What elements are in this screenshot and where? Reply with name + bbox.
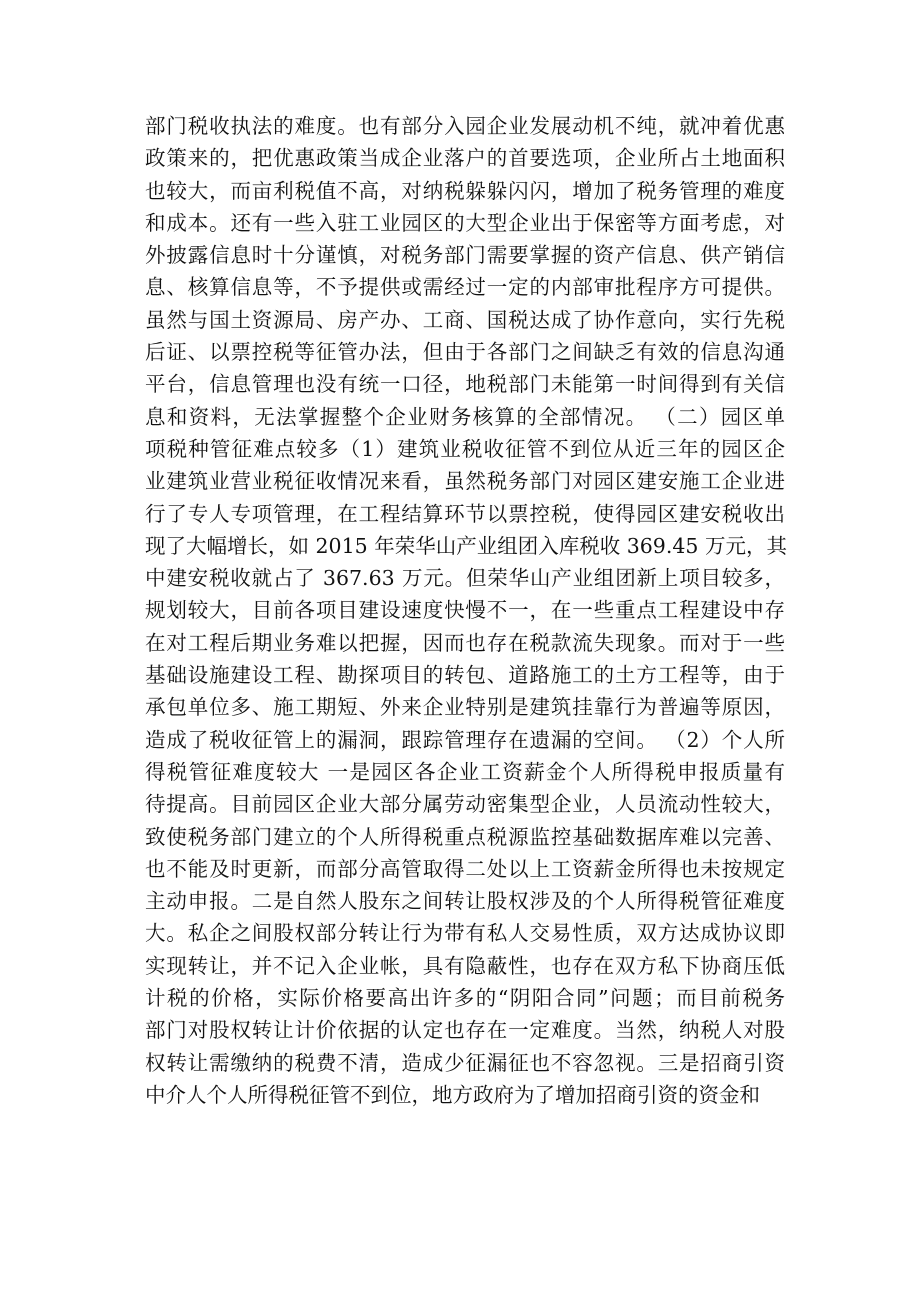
text-line: 也较大，而亩利税值不高，对纳税躲躲闪闪，增加了税务管理的难度 xyxy=(145,178,785,203)
text-line: 规划较大，目前各项目建设速度快慢不一，在一些重点工程建设中存 xyxy=(145,598,785,623)
text-line: 中介人个人所得税征管不到位，地方政府为了增加招商引资的资金和 xyxy=(145,1082,760,1107)
text-line: 现了大幅增长，如 2015 年荣华山产业组团入库税收 369.45 万元，其 xyxy=(145,533,787,558)
text-line: 平台，信息管理也没有统一口径，地税部门未能第一时间得到有关信 xyxy=(145,372,785,397)
text-line: 和成本。还有一些入驻工业园区的大型企业出于保密等方面考虑，对 xyxy=(145,210,785,235)
text-line: 得税管征难度较大 一是园区各企业工资薪金个人所得税申报质量有 xyxy=(145,759,785,784)
text-line: 虽然与国土资源局、房产办、工商、国税达成了协作意向，实行先税 xyxy=(145,307,785,332)
text-line: 权转让需缴纳的税费不清，造成少征漏征也不容忽视。三是招商引资 xyxy=(145,1050,785,1075)
text-line: 后证、以票控税等征管办法，但由于各部门之间缺乏有效的信息沟通 xyxy=(145,340,785,365)
text-line: 造成了税收征管上的漏洞，跟踪管理存在遗漏的空间。 （2）个人所 xyxy=(145,727,785,752)
text-line: 致使税务部门建立的个人所得税重点税源监控基础数据库难以完善、 xyxy=(145,824,785,849)
text-line: 息、核算信息等，不予提供或需经过一定的内部审批程序方可提供。 xyxy=(145,275,785,300)
text-line: 在对工程后期业务难以把握，因而也存在税款流失现象。而对于一些 xyxy=(145,630,785,655)
text-line: 部门税收执法的难度。也有部分入园企业发展动机不纯，就冲着优惠 xyxy=(145,114,785,138)
text-line: 外披露信息时十分谨慎，对税务部门需要掌握的资产信息、供产销信 xyxy=(145,243,785,268)
text-line: 实现转让，并不记入企业帐，具有隐蔽性，也存在双方私下协商压低 xyxy=(145,953,785,978)
text-line: 部门对股权转让计价依据的认定也存在一定难度。当然，纳税人对股 xyxy=(145,1018,785,1043)
text-line: 政策来的，把优惠政策当成企业落户的首要选项，企业所占土地面积 xyxy=(145,146,785,171)
text-line: 计税的价格，实际价格要高出许多的“阴阳合同”问题；而目前税务 xyxy=(145,986,785,1011)
text-line: 承包单位多、施工期短、外来企业特别是建筑挂靠行为普遍等原因， xyxy=(145,695,785,720)
text-line: 中建安税收就占了 367.63 万元。但荣华山产业组团新上项目较多， xyxy=(145,566,785,591)
text-line: 主动申报。二是自然人股东之间转让股权涉及的个人所得税管征难度 xyxy=(145,889,785,914)
body-text xyxy=(145,110,785,1111)
text-line: 大。私企之间股权部分转让行为带有私人交易性质，双方达成协议即 xyxy=(145,921,785,946)
text-line: 项税种管征难点较多（1）建筑业税收征管不到位从近三年的园区企 xyxy=(145,436,785,461)
text-line: 待提高。目前园区企业大部分属劳动密集型企业，人员流动性较大， xyxy=(145,792,785,817)
text-line: 也不能及时更新，而部分高管取得二处以上工资薪金所得也未按规定 xyxy=(145,856,785,881)
text-line: 行了专人专项管理，在工程结算环节以票控税，使得园区建安税收出 xyxy=(145,501,785,526)
text-line: 业建筑业营业税征收情况来看，虽然税务部门对园区建安施工企业进 xyxy=(145,469,785,494)
text-line: 基础设施建设工程、勘探项目的转包、道路施工的土方工程等，由于 xyxy=(145,663,785,688)
text-line: 息和资料，无法掌握整个企业财务核算的全部情况。 （二）园区单 xyxy=(145,404,785,429)
